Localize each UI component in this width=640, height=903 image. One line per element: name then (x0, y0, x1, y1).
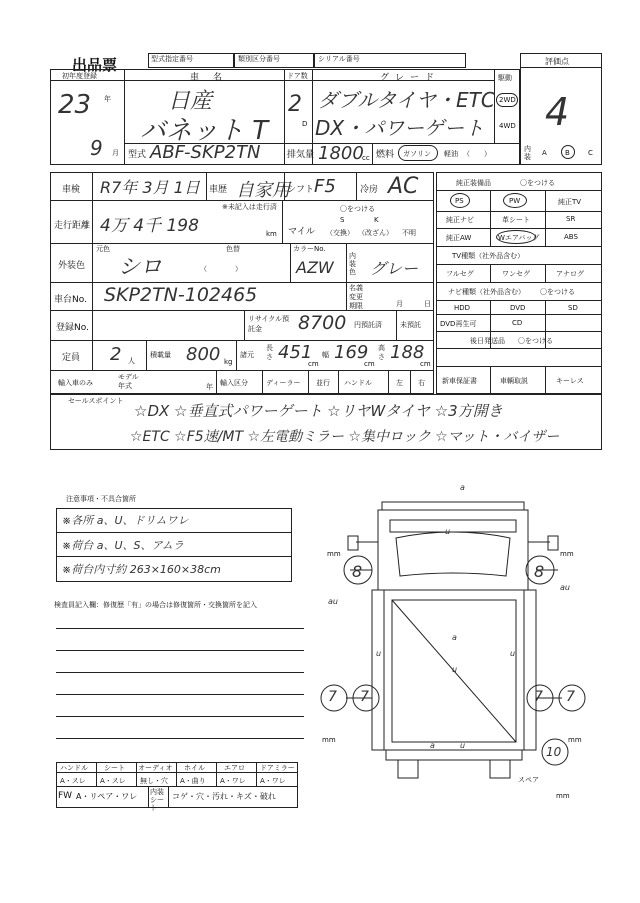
history-value: 自家用 (236, 180, 290, 201)
handle-label: ハンドル (344, 379, 372, 387)
equip-hdd: HDD (454, 304, 471, 312)
equip-analog: アナログ (556, 270, 584, 278)
interior-header-aero: エアロ (224, 764, 245, 772)
recycle-label: リサイクル預託金 (248, 315, 290, 333)
equip-sd: SD (568, 304, 578, 312)
mileage-label: 走行距離 (54, 221, 91, 231)
left-label: 左 (396, 379, 403, 387)
parallel-label: 並行 (316, 379, 330, 387)
import-label: 輸入車のみ (58, 379, 93, 387)
maker-value: 日産 (168, 89, 213, 114)
drive-label: 駆動 (498, 74, 512, 82)
k-label: K (374, 216, 379, 224)
tire-rear-depth-3: 7 (534, 689, 543, 705)
s-sub: （交換） (326, 229, 354, 237)
color-code-value: AZW (296, 258, 334, 277)
equip-manual: 車輌取説 (500, 377, 528, 385)
interior-header-handle: ハンドル (60, 764, 88, 772)
unknown-label: 不明 (402, 229, 416, 237)
load-label: 積載量 (150, 351, 171, 359)
door-label: ドア数 (287, 72, 308, 80)
color-label: 外装色 (58, 261, 86, 271)
score-value: 4 (545, 90, 570, 134)
damage-mark: a (430, 741, 435, 750)
history-label: 車歴 (209, 185, 228, 195)
notes-line-1: ※各所 a、U、ドリムワレ (62, 514, 189, 527)
load-unit: kg (224, 358, 233, 366)
reg-year-label: 初年度登録 (62, 72, 97, 80)
interior-label: 内装 (524, 145, 531, 161)
displacement-label: 排気量 (287, 150, 315, 160)
model-value: バネット T (140, 116, 269, 146)
s-label: S (340, 216, 345, 224)
interior-value-wheel: A・曲り (180, 777, 206, 785)
damage-mark: u (452, 665, 458, 674)
interior-header-mirror: ドアミラー (260, 764, 295, 772)
paint-label: 色替 (226, 245, 240, 253)
reg-deadline-day: 日 (424, 300, 431, 308)
mile-label: マイル (288, 227, 315, 237)
type-label: 型式 (128, 150, 147, 160)
grade-label: グレード (380, 73, 441, 83)
width-unit: cm (364, 360, 375, 368)
shift-value: F5 (314, 176, 336, 197)
length-label: 長さ (266, 344, 273, 361)
equip-abs: ABS (564, 233, 578, 241)
interior-value-audio: 無し・穴 (140, 777, 168, 785)
equip-leather: 革シート (502, 216, 530, 224)
fuel-light: 軽油 (444, 150, 458, 158)
notes-line-2: ※荷台 a、U、S、アムラ (62, 539, 184, 552)
interior-value-aero: A・ワレ (220, 777, 246, 785)
vehicle-diagram (310, 480, 610, 800)
mm-front-left: mm (327, 550, 341, 558)
mm-rear-left: mm (322, 736, 336, 744)
score-label: 評価点 (545, 57, 569, 66)
fuel-value: ガソリン (403, 150, 431, 158)
interior-value-handle: A・スレ (60, 777, 86, 785)
inspector-label: 検査員記入欄：修復歴「有」の場合は修復箇所・交換箇所を記入 (54, 601, 257, 609)
interior-header-wheel: ホイル (184, 764, 205, 772)
mileage-value: 4万 4千 198 (100, 216, 199, 236)
reg-deadline-label: 名義変更期限 (349, 284, 363, 310)
damage-mark: u (510, 649, 516, 658)
length-value: 451 (278, 342, 313, 363)
seats-unit: 人 (128, 357, 135, 365)
seat-value: コゲ・穴・汚れ・キズ・破れ (172, 792, 276, 801)
car-name-label: 車名 (190, 73, 237, 83)
load-value: 800 (186, 344, 221, 365)
damage-mark: a (460, 483, 465, 492)
navi-circle-note: 〇をつける (540, 288, 575, 296)
interior-value-mirror: A・ワレ (260, 777, 286, 785)
serial-label: シリアル番号 (318, 55, 360, 63)
type-value: ABF-SKP2TN (150, 142, 261, 163)
interior-header-seat: シート (104, 764, 125, 772)
door-unit: D (302, 120, 308, 128)
equip-tv: 純正TV (558, 198, 582, 206)
equip-cd: CD (512, 319, 523, 327)
equip-airbag: Wエアバッグ (498, 234, 540, 242)
equip-keyless: キーレス (556, 377, 584, 385)
equip-one-seg: ワンセグ (502, 270, 530, 278)
damage-mark: au (560, 583, 570, 592)
displacement-value: 1800 (318, 143, 364, 164)
height-label: 高さ (378, 344, 385, 361)
fuel-paren: （ ） (463, 150, 491, 158)
mileage-unit: km (266, 230, 277, 238)
damage-mark: u (445, 527, 451, 536)
equip-sr: SR (566, 215, 576, 223)
model-code-label: 型式指定番号 (151, 55, 193, 63)
seats-value: 2 (110, 344, 122, 365)
right-label: 右 (418, 379, 425, 387)
fw-value: A・リペア・ワレ (76, 792, 138, 801)
door-value: 2 (288, 92, 302, 117)
dealer-label: ディーラー (266, 379, 301, 387)
reg-year-unit: 年 (104, 95, 111, 103)
interior-color-label: 内装色 (349, 252, 356, 276)
displacement-unit: cc (362, 154, 370, 162)
tire-front-left-depth: 8 (352, 562, 363, 581)
seats-label: 定員 (62, 353, 81, 363)
notes-title: 注意事項・不具合箇所 (66, 495, 136, 503)
recycle-unit: 円預託済 (354, 321, 382, 329)
chassis-value: SKP2TN-102465 (104, 284, 258, 306)
interior-value-seat: A・スレ (100, 777, 126, 785)
category-label: 類別区分番号 (238, 55, 280, 63)
recycle-value: 8700 (298, 312, 347, 334)
interior-grade-c: C (588, 149, 593, 157)
mm-front-right: mm (560, 550, 574, 558)
equip-full-seg: フルセグ (446, 270, 474, 278)
grade-line2: DX・パワーゲート (315, 116, 485, 140)
equip-navi: 純正ナビ (446, 216, 474, 224)
damage-mark: u (460, 741, 466, 750)
seat-label: 内装シート (150, 788, 164, 812)
tire-rear-depth-4: 7 (566, 689, 575, 705)
fw-label: FW (58, 791, 73, 801)
reg-month-value: 9 (90, 136, 103, 160)
inspection-value: R7年 3月 1日 (100, 178, 200, 197)
equipment-circle-note: 〇をつける (520, 179, 555, 187)
unpaid-label: 未預託 (400, 321, 421, 329)
dims-label: 諸元 (240, 351, 254, 359)
damage-mark: au (328, 597, 338, 606)
interior-header-audio: オーディオ (138, 764, 173, 772)
reg-month-unit: 月 (112, 149, 119, 157)
import-type-label: 輸入区分 (220, 379, 248, 387)
equip-pw: PW (509, 197, 521, 205)
reg-deadline-month: 月 (396, 300, 403, 308)
equip-warranty: 新車保証書 (442, 377, 477, 385)
color-value: シロ (118, 255, 163, 280)
spare-label: スペア (518, 776, 539, 784)
registration-label: 登録No. (56, 323, 89, 333)
interior-grade-a: A (542, 149, 547, 157)
tire-front-right-depth: 8 (534, 562, 545, 581)
equip-dvd: DVD (510, 304, 526, 312)
equip-aw: 純正AW (446, 234, 472, 242)
chassis-label: 車台No. (54, 295, 87, 305)
ac-value: AC (388, 174, 419, 199)
damage-mark: a (452, 633, 457, 642)
mileage-circle-note: 〇をつける (340, 205, 375, 213)
tire-rear-depth-2: 7 (360, 689, 369, 705)
inspection-label: 車検 (62, 185, 81, 195)
equip-ps: PS (455, 197, 464, 205)
interior-color-value: グレー (370, 259, 419, 278)
damage-mark: u (376, 649, 382, 658)
k-sub: （改ざん） (358, 229, 393, 237)
equipment-title: 純正装備品 (456, 179, 491, 187)
grade-line1: ダブルタイヤ・ETC (318, 88, 495, 112)
length-unit: cm (308, 360, 319, 368)
equip-dvd-play: DVD再生可 (440, 320, 477, 328)
mm-spare: mm (556, 792, 570, 800)
color-code-label: カラーNo. (293, 245, 326, 253)
fuel-label: 燃料 (376, 150, 395, 160)
sales-points-line2: ☆ETC ☆F5速/MT ☆左電動ミラー ☆集中ロック ☆マット・バイザー (130, 429, 560, 445)
height-value: 188 (390, 342, 425, 363)
paint-paren: （ ） (200, 265, 242, 273)
reg-year-value: 23 (58, 90, 92, 120)
spare-depth: 10 (546, 745, 562, 759)
tv-title: TV種類（社外品含む） (452, 252, 525, 260)
width-label: 幅 (322, 351, 329, 359)
color-orig-label: 元色 (96, 245, 110, 253)
notes-line-3: ※荷台内寸約 263×160×38cm (62, 563, 221, 576)
sales-points-label: セールスポイント (68, 397, 124, 405)
width-value: 169 (334, 342, 369, 363)
mileage-note: ※未記入は走行済 (222, 203, 277, 211)
form-title: 出品票 (72, 56, 118, 74)
interior-grade-b: B (565, 149, 570, 157)
sales-points-line1: ☆DX ☆垂直式パワーゲート ☆リヤWタイヤ ☆3方開き (134, 402, 503, 420)
after-circle-note: 〇をつける (518, 337, 553, 345)
ac-label: 冷房 (360, 185, 379, 195)
mm-rear-right: mm (568, 736, 582, 744)
tire-rear-depth-1: 7 (328, 689, 337, 705)
shift-label: シフト (287, 185, 315, 195)
navi-title: ナビ種類（社外品含む） (448, 288, 525, 296)
model-year-label: モデル年式 (118, 373, 139, 390)
height-unit: cm (420, 360, 431, 368)
drive-2wd: 2WD (499, 96, 516, 104)
after-title: 後日発送品 (470, 337, 505, 345)
model-year-unit: 年 (206, 383, 213, 391)
drive-4wd: 4WD (499, 122, 516, 130)
